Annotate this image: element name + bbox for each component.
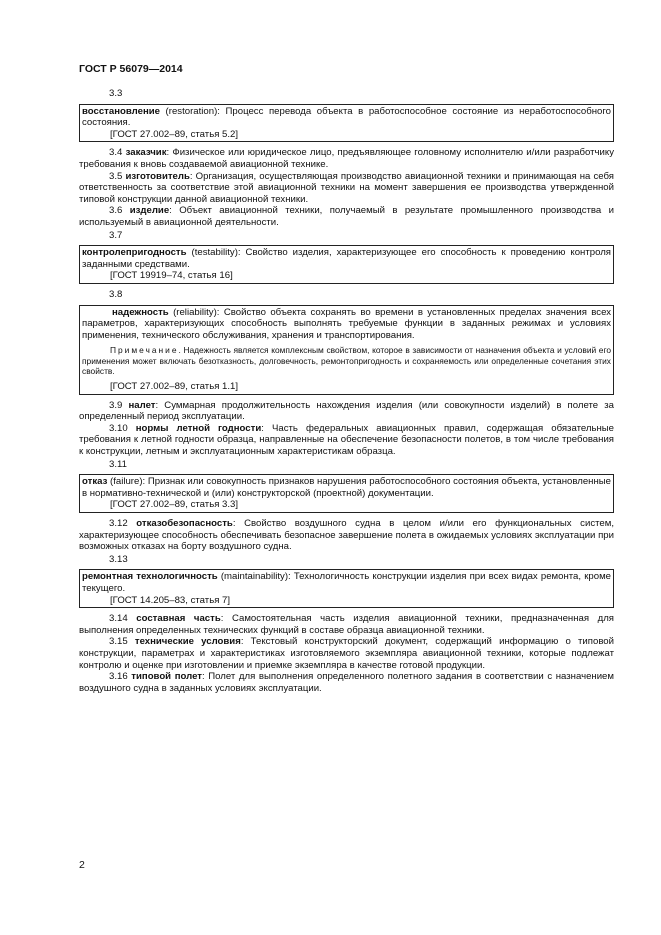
term-title: заказчик <box>125 147 167 159</box>
term-title: изготовитель <box>125 170 190 182</box>
term-definition: : Физическое или юридическое лицо, предъявляющее головному исполнителю и/или разработчику требования к вновь создаваемой авиационной технике. <box>79 147 614 170</box>
term-title: типовой полет <box>131 671 202 683</box>
term-definition: : Полет для выполнения определенного полетного задания в соответствии с назначением воздушного судна в заданных условиях эксплуатации. <box>79 671 614 694</box>
term-paragraph: 3.15 технические условия: Текстовый конструкторский документ, содержащий информацию о типовой конструкции, параметрах и характеристиках изготовляемого экземпляра авиационной техники, которые подлежат контролю и оценке при изготовлении и приемке экземпляра в качестве готовой продукции. <box>79 636 614 671</box>
term-definition: (reliability): Свойство объекта сохранять во времени в установленных пределах значения всех параметров, характеризующих способность выполнять требуемые функции в заданных режимах и условиях применения, технического обслуживания, хранения и транспортирования. <box>82 306 611 341</box>
term-box <box>79 474 614 513</box>
term-title: изделие <box>129 205 170 217</box>
term-box <box>79 245 614 284</box>
term-definition: : Организация, осуществляющая производство авиационной техники и принимающая на себя ответственность за соответствие этой авиационной техники на момент завершения ее производства утвержденной типовой конструкции данной авиационной техники. <box>79 170 614 205</box>
term-definition: (maintainability): Технологичность конструкции изделия при всех видах ремонта, кроме текущего. <box>82 571 612 594</box>
term-title: технические условия <box>134 636 241 648</box>
term-box <box>79 305 614 395</box>
term-number: 3.13 <box>109 553 128 565</box>
term-number: 3.11 <box>109 458 127 470</box>
note-text: . Надежность является комплексным свойством, которое в зависимости от назначения объекта и условий его применения может включать безотказность, долговечность, ремонтопригодность и сохраняемость или определенные сочетания этих свойств. <box>82 345 611 377</box>
term-definition: : Объект авиационной техники, получаемый в результате промышленного производства и используемый в авиационной деятельности. <box>79 205 614 228</box>
term-paragraph: 3.16 типовой полет: Полет для выполнения определенного полетного задания в соответствии с назначением воздушного судна в заданных условиях эксплуатации. <box>79 671 614 694</box>
term-paragraph: 3.12 отказобезопасность: Свойство воздушного судна в целом и/или его функциональных систем, характеризующее способность обеспечивать безопасное завершение полета в ожидаемых условиях эксплуатации при возможных отказах на борту воздушного судна. <box>79 518 614 553</box>
term-paragraph: 3.5 изготовитель: Организация, осуществляющая производство авиационной техники и принимающая на себя ответственность за соответствие этой авиационной техники на момент завершения ее производства утвержденной типовой конструкции данной авиационной техники. <box>79 170 614 205</box>
term-paragraph: 3.4 заказчик: Физическое или юридическое лицо, предъявляющее головному исполнителю и/или разработчику требования к вновь создаваемой авиационной технике. <box>79 147 614 170</box>
term-title: отказ <box>82 476 108 488</box>
term-reference: [ГОСТ 27.002–89, статья 1.1] <box>110 381 239 393</box>
term-definition: : Текстовый конструкторский документ, содержащий информацию о типовой конструкции, параметрах и характеристиках изготовляемого экземпляра авиационной техники, которые подлежат контролю и оценке при изготовлении и приемке экземпляра в качестве готовой продукции. <box>79 636 614 671</box>
term-definition: : Суммарная продолжительность нахождения изделия (или совокупности изделий) в полете за определенный период эксплуатации. <box>79 399 614 423</box>
term-definition: : Самостоятельная часть изделия авиационной техники, предназначенная для выполнения определенных технических функций в составе образца авиационной техники. <box>79 613 615 636</box>
term-reference: [ГОСТ 27.002–89, статья 5.2] <box>110 128 239 140</box>
note-label: Примечание <box>110 345 179 356</box>
term-title: надежность <box>112 306 169 318</box>
term-note <box>82 345 611 377</box>
term-definition: (testability): Свойство изделия, характеризующее его способность к проведению контроля заданными средствами. <box>82 247 611 270</box>
term-paragraph: 3.6 изделие: Объект авиационной техники, получаемый в результате промышленного производства и используемый в авиационной деятельности. <box>79 205 614 228</box>
term-box <box>79 104 614 143</box>
term-number: 3.7 <box>109 229 123 241</box>
term-reference: [ГОСТ 14.205–83, статья 7] <box>110 594 231 606</box>
term-title: составная часть <box>136 613 221 625</box>
term-reference: [ГОСТ 27.002–89, статья 3.3] <box>110 499 239 511</box>
document-body <box>79 87 614 694</box>
term-title: нормы летной годности <box>135 422 262 434</box>
term-box <box>79 569 614 608</box>
term-title: налет <box>128 399 156 411</box>
term-definition: : Часть федеральных авиационных правил, содержащая обязательные требования к летной годности образца, направленные на обеспечение безопасности полетов, в том числе требования к конструкции, летным и эксплуатационным характеристикам образца. <box>79 422 614 458</box>
term-definition: : Свойство воздушного судна в целом и/или его функциональных систем, характеризующее способность обеспечивать безопасное завершение полета в ожидаемых условиях эксплуатации при возможных отказах на борту воздушного судна. <box>79 518 614 553</box>
term-definition: (failure): Признак или совокупность признаков нарушения работоспособного состояния объекта, установленные в нормативно-технической и (или) конструкторской (проектной) документации. <box>82 476 611 499</box>
term-title: восстановление <box>82 105 160 117</box>
term-number: 3.8 <box>109 288 123 300</box>
term-title: отказобезопасность <box>136 518 233 529</box>
term-paragraph: 3.9 налет: Суммарная продолжительность нахождения изделия (или совокупности изделий) в полете за определенный период эксплуатации. <box>79 399 614 423</box>
term-paragraph: 3.10 нормы летной годности: Часть федеральных авиационных правил, содержащая обязательные требования к летной годности образца, направленные на обеспечение безопасности полетов, в том числе требования к конструкции, летным и эксплуатационным характеристикам образца. <box>79 422 614 458</box>
term-definition: (restoration): Процесс перевода объекта в работоспособное состояние из неработоспособного состояния. <box>82 105 611 129</box>
term-number: 3.3 <box>109 88 123 99</box>
term-title: ремонтная технологичность <box>82 571 218 583</box>
term-title: контролепригодность <box>82 247 187 259</box>
document-header: ГОСТ Р 56079—2014 <box>79 63 183 75</box>
term-reference: [ГОСТ 19919–74, статья 16] <box>110 270 233 282</box>
page-number: 2 <box>79 859 85 871</box>
term-paragraph: 3.14 составная часть: Самостоятельная часть изделия авиационной техники, предназначенная для выполнения определенных технических функций в составе образца авиационной техники. <box>79 613 615 636</box>
